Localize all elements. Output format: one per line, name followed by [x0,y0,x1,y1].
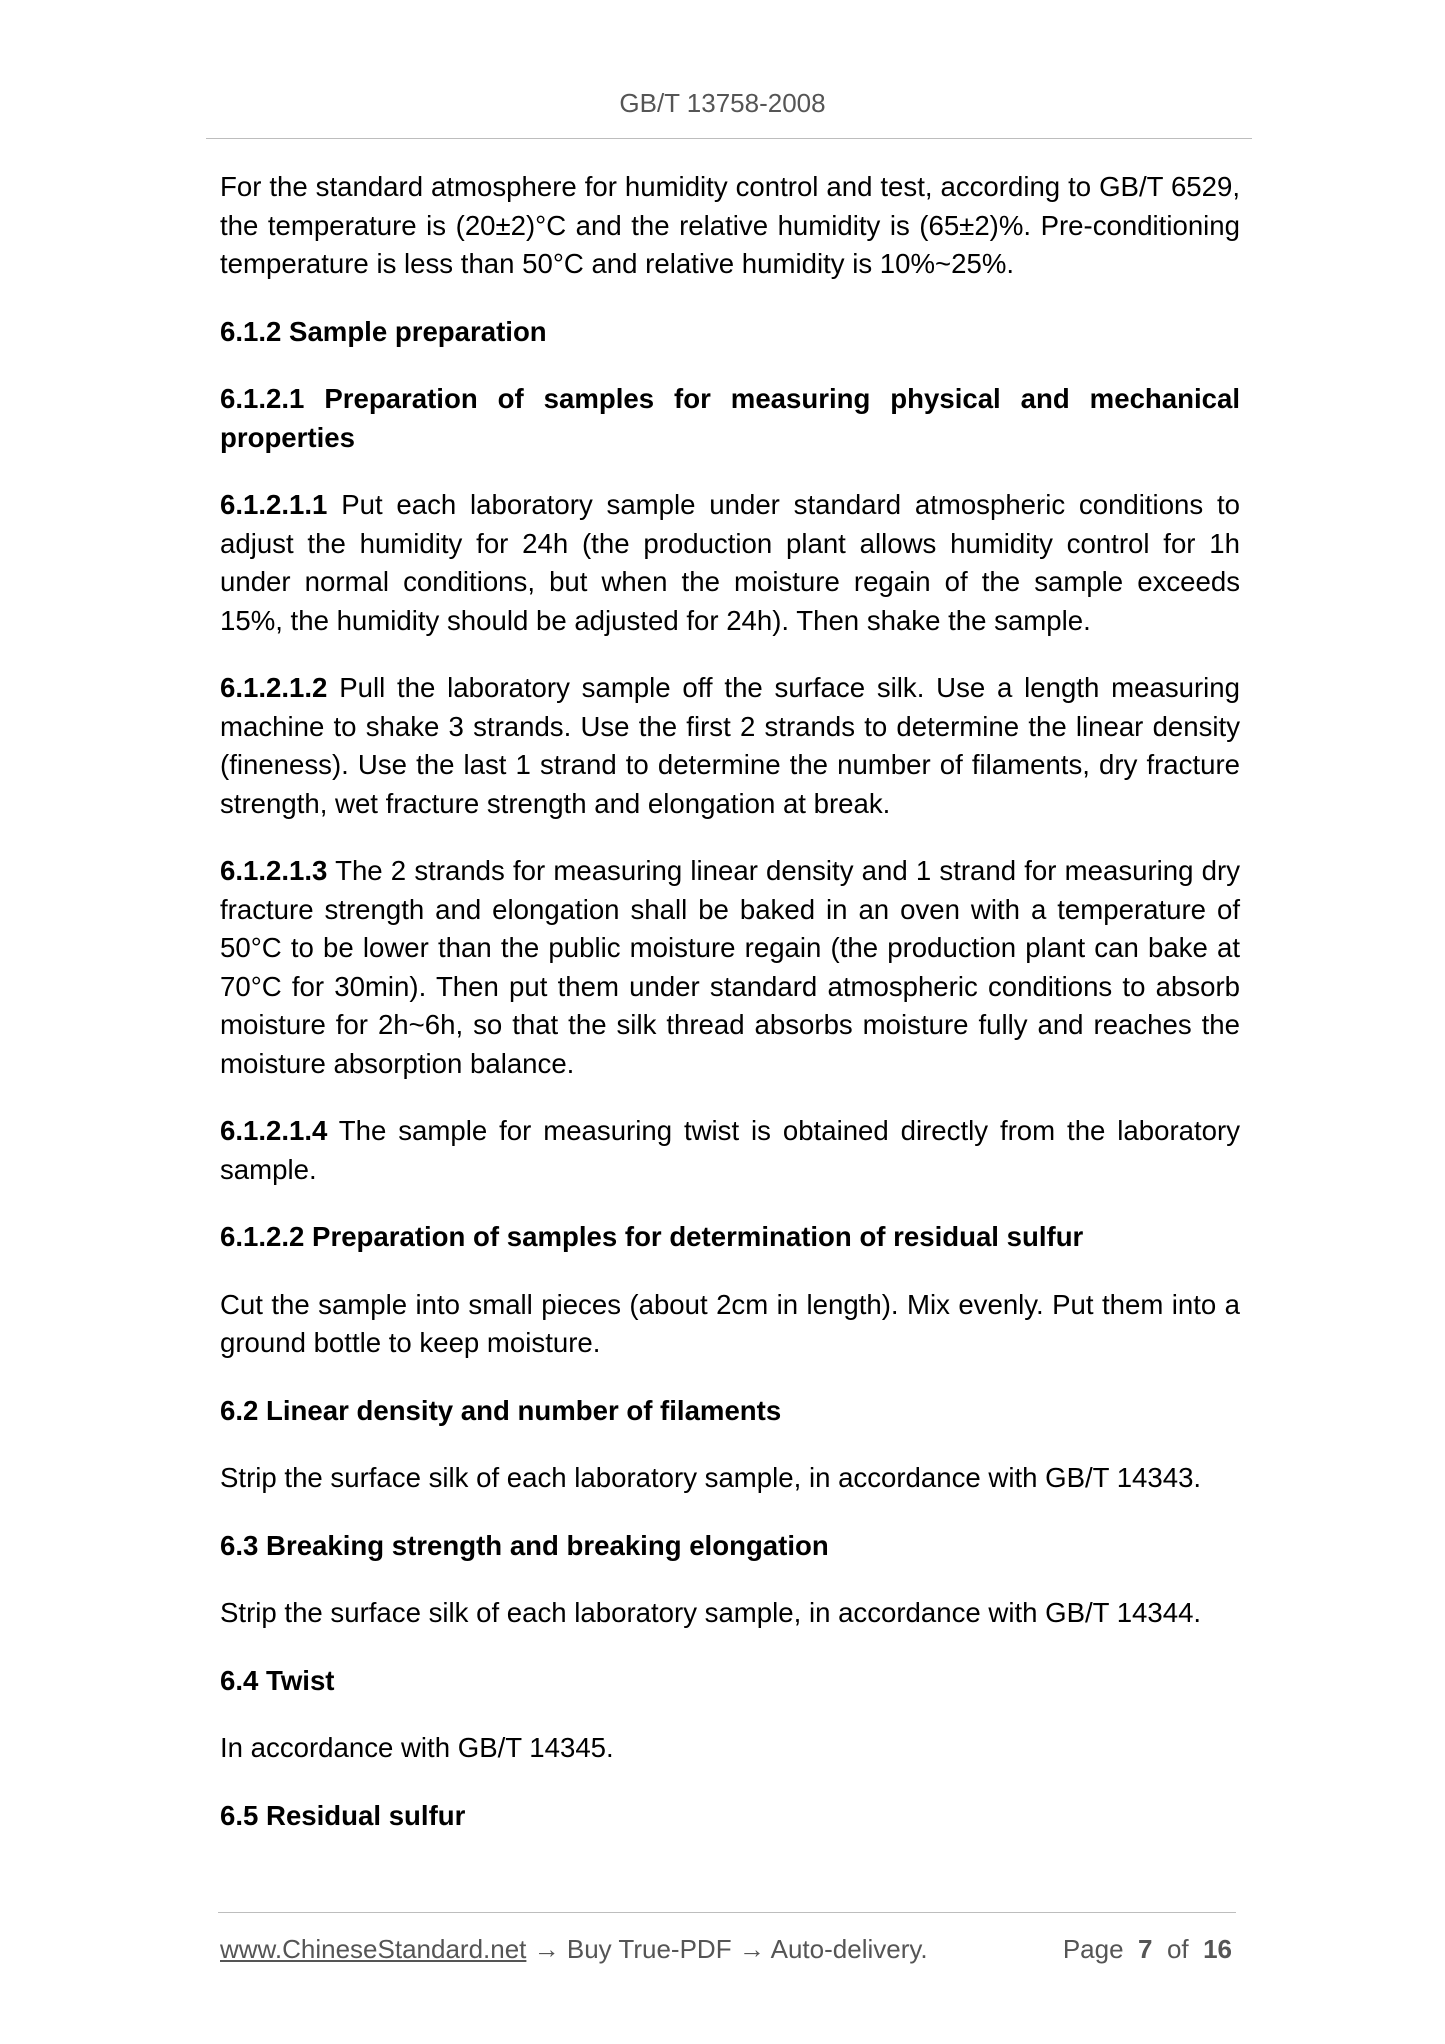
heading-6-5: 6.5 Residual sulfur [220,1799,466,1831]
heading-6-2: 6.2 Linear density and number of filaments [220,1394,782,1426]
page-header-title: GB/T 13758-2008 [619,88,826,118]
arrow-right-icon: → [533,1934,560,1964]
page-number [1063,1934,1232,1965]
clause-number: 6.1.2.1.4 [220,1115,328,1146]
page-footer [220,1934,1232,1970]
heading-6-1-2: 6.1.2 Sample preparation [220,315,547,347]
paragraph-breaking-strength: Strip the surface silk of each laboratory sample, in accordance with GB/T 14344. [220,1597,1202,1628]
clause-number: 6.1.2.1.3 [220,855,328,886]
website-link[interactable]: www.ChineseStandard.net [220,1934,527,1964]
clause-number: 6.1.2.1.1 [220,489,328,520]
clause-text: Put each laboratory sample under standard atmospheric conditions to adjust the humidity for 24h (the production plant allows humidity control for 1h under normal conditions, but when the moisture regain of the sample exceeds 15%, the humidity should be adjusted for 24h). Then shake the sample. [220,489,1240,636]
heading-6-1-2-2: 6.1.2.2 Preparation of samples for determination of residual sulfur [220,1221,1084,1252]
paragraph-twist: In accordance with GB/T 14345. [220,1732,614,1763]
paragraph-6-1-2-1-3 [220,852,1240,1083]
heading-6-1-2-1: 6.1.2.1 Preparation of samples for measuring physical and mechanical properties [220,383,1240,453]
clause-text: The 2 strands for measuring linear density and 1 strand for measuring dry fracture strength and elongation shall be baked in an oven with a temperature of 50°C to be lower than the public moisture regain (the production plant can bake at 70°C for 30min). Then put them under standard atmospheric conditions to absorb moisture for 2h~6h, so that the silk thread absorbs moisture fully and reaches the moisture absorption balance. [220,855,1240,1079]
paragraph-6-1-2-1-1 [220,486,1240,640]
heading-6-4: 6.4 Twist [220,1664,335,1696]
clause-number: 6.1.2.1.2 [220,672,328,703]
paragraph-sample-cutting: Cut the sample into small pieces (about 2cm in length). Mix evenly. Put them into a ground bottle to keep moisture. [220,1288,1240,1358]
paragraph-6-1-2-1-2 [220,669,1240,823]
footer-promo [220,1934,928,1965]
of-label: of [1166,1934,1189,1964]
total-pages: 16 [1203,1934,1232,1964]
header-divider [206,138,1252,139]
current-page: 7 [1138,1934,1153,1964]
page-label: Page [1062,1934,1124,1964]
buy-pdf-text: Buy True-PDF [566,1934,732,1964]
clause-text: Pull the laboratory sample off the surface silk. Use a length measuring machine to shake 3 strands. Use the first 2 strands to determine the linear density (fineness). Use the last 1 strand to determine the number of filaments, dry fracture strength, wet fracture strength and elongation at break. [220,672,1240,819]
paragraph-6-1-2-1-4 [220,1112,1240,1189]
heading-6-3: 6.3 Breaking strength and breaking elongation [220,1529,829,1561]
arrow-right-icon: → [738,1934,765,1964]
clause-text: The sample for measuring twist is obtained directly from the laboratory sample. [220,1115,1240,1185]
intro-paragraph: For the standard atmosphere for humidity control and test, according to GB/T 6529, the temperature is (20±2)°C and the relative humidity is (65±2)%. Pre-conditioning temperature is less than 50°C and relative humidity is 10%~25%. [220,171,1240,279]
auto-delivery-text: Auto-delivery. [770,1934,928,1964]
document-body [220,168,1240,1835]
footer-divider [218,1912,1236,1913]
paragraph-linear-density: Strip the surface silk of each laboratory sample, in accordance with GB/T 14343. [220,1462,1202,1493]
